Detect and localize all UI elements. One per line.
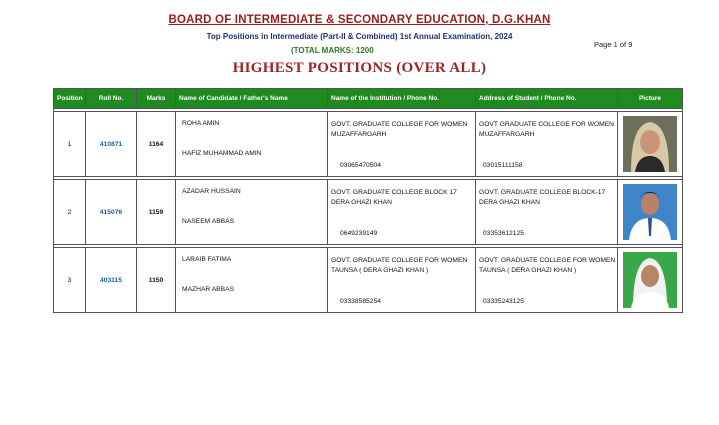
student-phone: 03335243125 [483, 298, 524, 305]
student-photo [623, 252, 677, 308]
marks-cell: 1150 [137, 248, 176, 313]
institution-phone: 03338585254 [340, 298, 381, 305]
position-cell: 2 [54, 180, 86, 245]
institution-name: GOVT. GRADUATE COLLEGE FOR WOMEN TAUNSA ( DERA GHAZI KHAN ) [331, 257, 468, 274]
student-photo [623, 116, 677, 172]
candidate-cell [176, 248, 328, 313]
candidate-name: ROHA AMIN [182, 120, 220, 127]
student-address: GOVT. GRADUATE COLLEGE FOR WOMEN TAUNSA ( DERA GHAZI KHAN ) [479, 257, 616, 274]
student-address: GOVT GRADUATE COLLEGE FOR WOMEN MUZAFFARGARH [479, 121, 615, 138]
exam-subtitle: Top Positions in Intermediate (Part-II & Combined) 1st Annual Examination, 2024 [206, 32, 513, 41]
col-marks: Marks [137, 89, 176, 109]
father-name: MAZHAR ABBAS [182, 286, 235, 293]
address-cell [476, 180, 618, 245]
col-address: Address of Student / Phone No. [476, 89, 618, 109]
picture-cell [618, 112, 683, 177]
position-cell: 1 [54, 112, 86, 177]
candidate-name: LARAIB FATIMA [182, 256, 232, 263]
institution-name: GOVT. GRADUATE COLLEGE BLOCK 17 DERA GHAZI KHAN [331, 189, 457, 206]
marks-cell: 1164 [137, 112, 176, 177]
table-row [54, 248, 683, 313]
results-table [53, 88, 683, 313]
col-candidate: Name of Candidate / Father's Name [176, 89, 328, 109]
col-roll: Roll No. [86, 89, 137, 109]
candidate-cell [176, 112, 328, 177]
total-marks: (TOTAL MARKS: 1200 [291, 46, 374, 55]
table-header-row [54, 89, 683, 109]
institution-name: GOVT. GRADUATE COLLEGE FOR WOMEN MUZAFFARGARH [331, 121, 468, 138]
table-row [54, 112, 683, 177]
picture-cell [618, 180, 683, 245]
roll-cell: 415076 [86, 180, 137, 245]
institution-phone: 03065470504 [340, 162, 381, 169]
candidate-cell [176, 180, 328, 245]
student-phone: 03015111158 [483, 162, 523, 169]
father-name: NASEEM ABBAS [182, 218, 235, 225]
institution-cell [328, 248, 476, 313]
institution-cell [328, 180, 476, 245]
institution-cell [328, 112, 476, 177]
table-row [54, 180, 683, 245]
student-photo [623, 184, 677, 240]
col-position: Position [54, 89, 86, 109]
student-address: GOVT. GRADUATE COLLEGE BLOCK-17 DERA GHAZI KHAN [479, 189, 606, 206]
section-title: HIGHEST POSITIONS (OVER ALL) [232, 60, 487, 76]
roll-cell: 403115 [86, 248, 137, 313]
picture-cell [618, 248, 683, 313]
col-picture: Picture [618, 89, 683, 109]
roll-cell: 410871 [86, 112, 137, 177]
page-number: Page 1 of 9 [594, 40, 633, 49]
col-institution: Name of the Institution / Phone No. [328, 89, 476, 109]
address-cell [476, 248, 618, 313]
father-name: HAFIZ MUHAMMAD AMIN [182, 150, 262, 157]
marks-cell: 1159 [137, 180, 176, 245]
institution-phone: 0649239149 [340, 230, 378, 237]
address-cell [476, 112, 618, 177]
student-phone: 03353612125 [483, 230, 524, 237]
candidate-name: AZADAR HUSSAIN [182, 188, 241, 195]
position-cell: 3 [54, 248, 86, 313]
board-title: BOARD OF INTERMEDIATE & SECONDARY EDUCATION, D.G.KHAN [168, 14, 551, 26]
